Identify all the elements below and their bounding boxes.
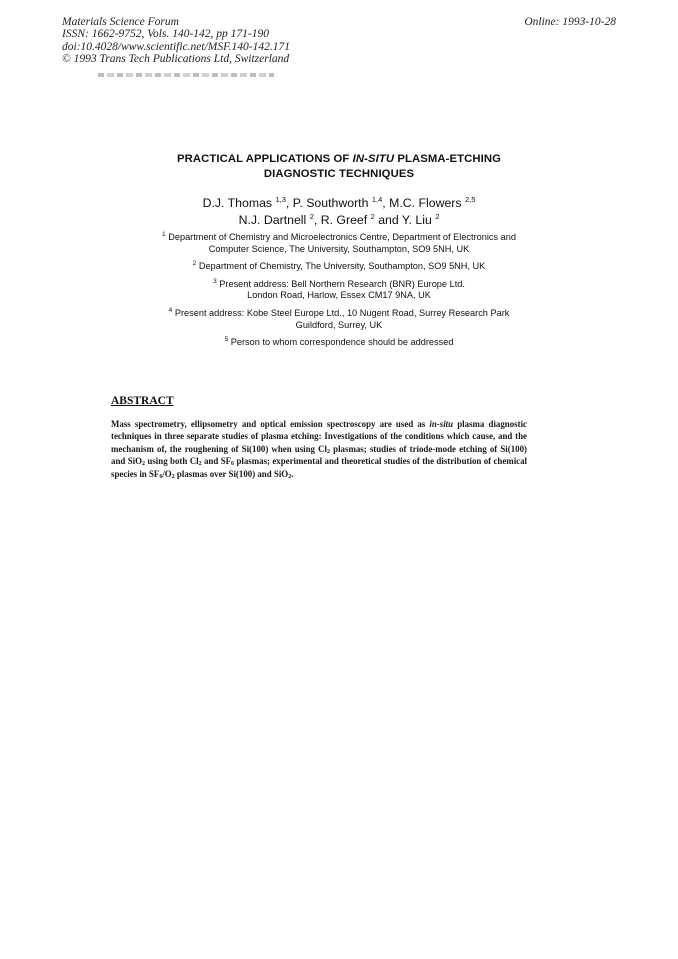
affiliation-3: $^3$ Present address: Bell Northern Research (BNR) Europe Ltd. London Road, Harlow, Essex CM17 9NA, UK xyxy=(213,277,465,301)
abstract-heading: ABSTRACT xyxy=(111,395,174,407)
author-line-2: N.J. Dartnell $^2$, R. Greef $^2$ and Y. Liu $^2$ xyxy=(238,212,440,227)
scan-artifact xyxy=(98,73,274,77)
title-line-1: PRACTICAL APPLICATIONS OF IN-SITU PLASMA-ETCHING xyxy=(176,153,502,165)
affiliation-1: $^1$ Department of Chemistry and Microelectronics Centre, Department of Electronics and Computer Science, The University, Southampton, SO9 5NH, UK xyxy=(162,231,516,254)
author-list xyxy=(0,195,678,229)
affiliation-5: $^5$ Person to whom correspondence should be addressed xyxy=(224,336,454,348)
affiliation-2: $^2$ Department of Chemistry, The University, Southampton, SO9 5NH, UK xyxy=(192,260,486,272)
journal-name: Materials Science Forum xyxy=(62,16,179,28)
paper-title xyxy=(0,152,678,182)
affiliation-4: $^4$ Present address: Kobe Steel Europe Ltd., 10 Nugent Road, Surrey Research Park Guildford, Surrey, UK xyxy=(168,306,510,330)
doi-line: doi:10.4028/www.scientific.net/MSF.140-142.171 xyxy=(62,40,290,53)
issn-line: ISSN: 1662-9752, Vols. 140-142, pp 171-190 xyxy=(62,28,269,41)
author-line-1: D.J. Thomas $^{1,3}$, P. Southworth $^{1,4}$, M.C. Flowers $^{2,5}$ xyxy=(202,195,476,210)
copyright-line: © 1993 Trans Tech Publications Ltd, Switzerland xyxy=(62,52,290,65)
online-date: Online: 1993-10-28 xyxy=(524,16,616,28)
abstract-text: Mass spectrometry, ellipsometry and optical emission spectroscopy are used as in-situ plasma diagnostic techniques in three separate studies of plasma etching: Investigations of the conditions which cause, and the mechanism of, the roughening of Si(100) when using $Cl_2$ plasmas; studies of triode-mode etching of Si(100) and SiO$_2$ using both $Cl_2$ and $SF_6$ plasmas; experimental and theoretical studies of the distribution of chemical species in $SF_6/O_2$ plasmas over Si(100) and SiO$_2$. xyxy=(111,419,528,480)
title-line-2: DIAGNOSTIC TECHNIQUES xyxy=(263,168,415,180)
journal-header xyxy=(62,16,290,65)
affiliations xyxy=(0,232,678,355)
